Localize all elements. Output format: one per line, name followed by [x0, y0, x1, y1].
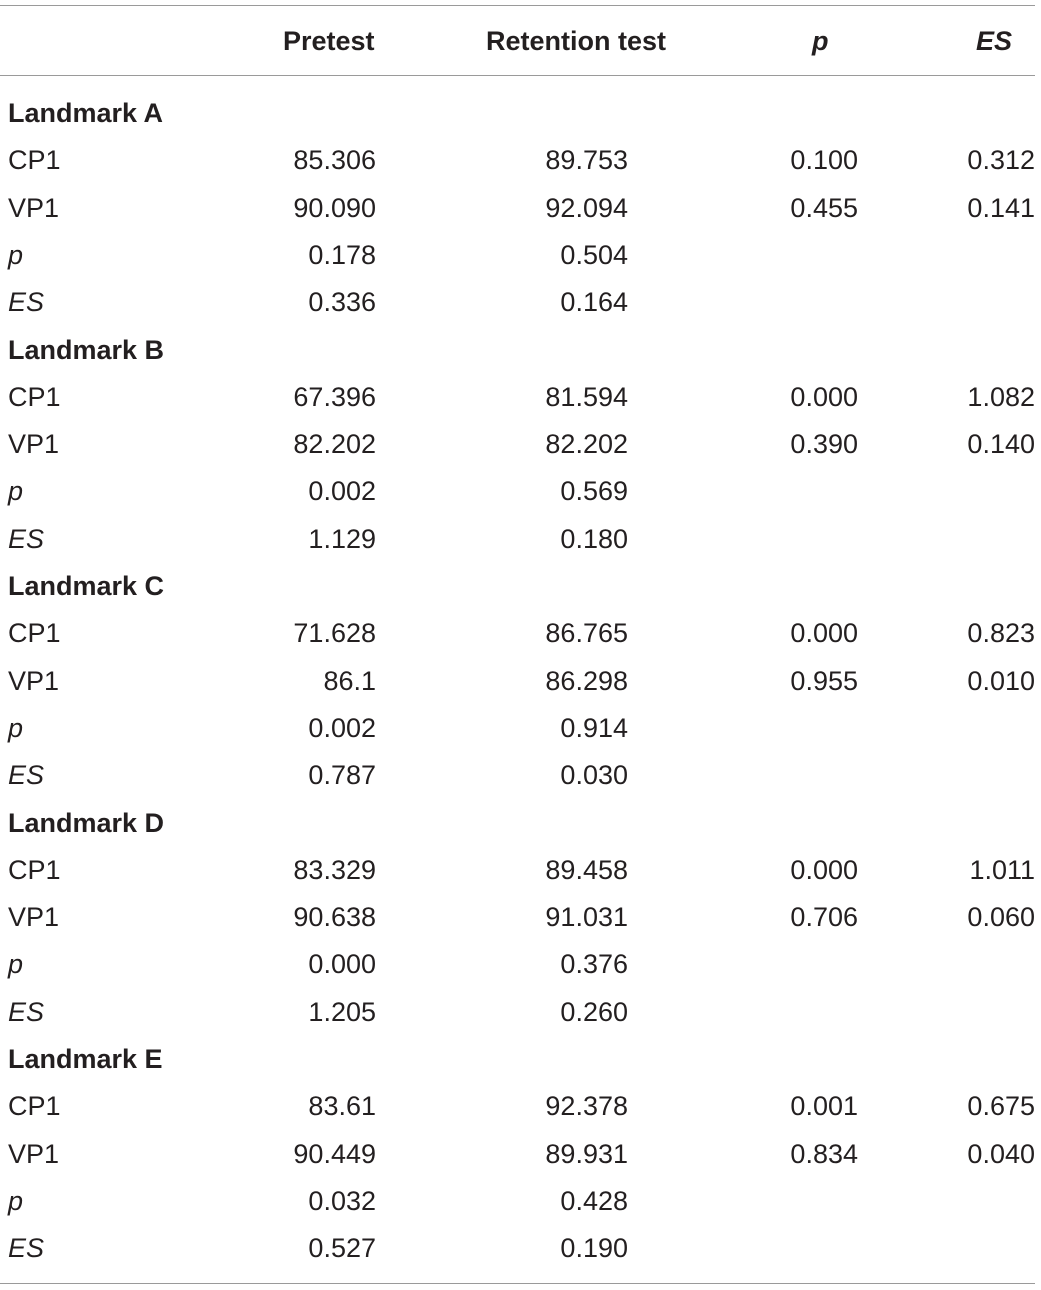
- cell-p: 0.455: [790, 192, 858, 223]
- row-label: p: [8, 239, 24, 270]
- cell-pretest: 0.527: [308, 1233, 376, 1264]
- row-label: CP1: [8, 145, 61, 176]
- row-label: ES: [8, 287, 45, 318]
- header-rule: [0, 75, 1035, 76]
- cell-p: 0.000: [790, 381, 858, 412]
- cell-pretest: 90.449: [293, 1138, 376, 1169]
- group-title: Landmark C: [8, 571, 165, 601]
- row-label: ES: [8, 996, 45, 1027]
- cell-es: 1.011: [969, 854, 1035, 885]
- group-title: Landmark E: [8, 1044, 163, 1074]
- header-pretest: Pretest: [283, 26, 375, 56]
- cell-es: 0.312: [967, 145, 1035, 176]
- cell-es: 0.823: [967, 618, 1035, 649]
- header-es: ES: [976, 26, 1013, 56]
- cell-pretest: 90.638: [293, 902, 376, 933]
- cell-retention: 0.569: [560, 476, 628, 507]
- cell-pretest: 0.787: [308, 760, 376, 791]
- cell-pretest: 0.000: [308, 949, 376, 980]
- cell-pretest: 83.61: [308, 1091, 376, 1122]
- row-label: p: [8, 949, 24, 980]
- cell-retention: 0.164: [560, 287, 628, 318]
- row-label: CP1: [8, 1091, 61, 1122]
- cell-retention: 89.458: [545, 854, 628, 885]
- row-label: VP1: [8, 1138, 60, 1169]
- cell-es: 0.675: [967, 1091, 1035, 1122]
- header-retention-test: Retention test: [486, 26, 667, 56]
- cell-retention: 89.753: [545, 145, 628, 176]
- cell-retention: 86.765: [545, 618, 628, 649]
- cell-es: 0.010: [967, 665, 1035, 696]
- cell-p: 0.001: [790, 1091, 858, 1122]
- group-title: Landmark A: [8, 98, 164, 128]
- cell-retention: 0.180: [560, 523, 628, 554]
- cell-retention: 89.931: [545, 1138, 628, 1169]
- cell-es: 0.140: [967, 429, 1035, 460]
- cell-pretest: 1.129: [308, 523, 376, 554]
- cell-es: 0.060: [967, 902, 1035, 933]
- group-title: Landmark B: [8, 334, 165, 365]
- cell-pretest: 85.306: [293, 145, 376, 176]
- row-label: VP1: [8, 429, 60, 460]
- cell-retention: 0.190: [560, 1233, 628, 1264]
- row-label: p: [8, 476, 24, 507]
- cell-p: 0.000: [790, 854, 858, 885]
- cell-retention: 0.030: [560, 760, 628, 791]
- cell-pretest: 83.329: [293, 854, 376, 885]
- header-p: p: [812, 26, 829, 56]
- cell-pretest: 71.628: [293, 618, 376, 649]
- cell-retention: 92.094: [545, 192, 628, 223]
- cell-retention: 0.428: [560, 1185, 628, 1216]
- cell-p: 0.955: [790, 665, 858, 696]
- cell-p: 0.706: [790, 902, 858, 933]
- cell-pretest: 0.002: [308, 476, 376, 507]
- top-rule: [0, 5, 1035, 6]
- row-label: VP1: [8, 192, 60, 223]
- row-label: p: [8, 1185, 24, 1216]
- cell-retention: 82.202: [545, 429, 628, 460]
- cell-pretest: 1.205: [308, 996, 376, 1027]
- cell-pretest: 90.090: [293, 192, 376, 223]
- cell-p: 0.834: [790, 1138, 858, 1169]
- cell-p: 0.390: [790, 429, 858, 460]
- cell-es: 1.082: [967, 381, 1035, 412]
- row-label: ES: [8, 1233, 45, 1264]
- cell-retention: 86.298: [545, 665, 628, 696]
- row-label: CP1: [8, 618, 61, 649]
- cell-pretest: 0.336: [308, 287, 376, 318]
- cell-pretest: 0.002: [308, 712, 376, 743]
- cell-retention: 0.260: [560, 996, 628, 1027]
- row-label: p: [8, 712, 24, 743]
- cell-retention: 81.594: [545, 381, 628, 412]
- cell-retention: 0.504: [560, 239, 628, 270]
- cell-p: 0.000: [790, 618, 858, 649]
- bottom-rule: [0, 1283, 1035, 1284]
- row-label: ES: [8, 760, 45, 791]
- row-label: CP1: [8, 854, 61, 885]
- row-label: ES: [8, 523, 45, 554]
- row-label: VP1: [8, 665, 60, 696]
- cell-es: 0.040: [967, 1138, 1035, 1169]
- cell-pretest: 0.178: [308, 239, 376, 270]
- row-label: VP1: [8, 902, 60, 933]
- cell-retention: 0.376: [560, 949, 628, 980]
- cell-pretest: 0.032: [308, 1185, 376, 1216]
- row-label: CP1: [8, 381, 61, 412]
- cell-es: 0.141: [967, 192, 1035, 223]
- cell-retention: 92.378: [545, 1091, 628, 1122]
- cell-retention: 0.914: [560, 712, 628, 743]
- cell-pretest: 67.396: [293, 381, 376, 412]
- cell-pretest: 86.1: [323, 665, 376, 696]
- cell-p: 0.100: [790, 145, 858, 176]
- cell-pretest: 82.202: [293, 429, 376, 460]
- group-title: Landmark D: [8, 807, 165, 838]
- cell-retention: 91.031: [545, 902, 628, 933]
